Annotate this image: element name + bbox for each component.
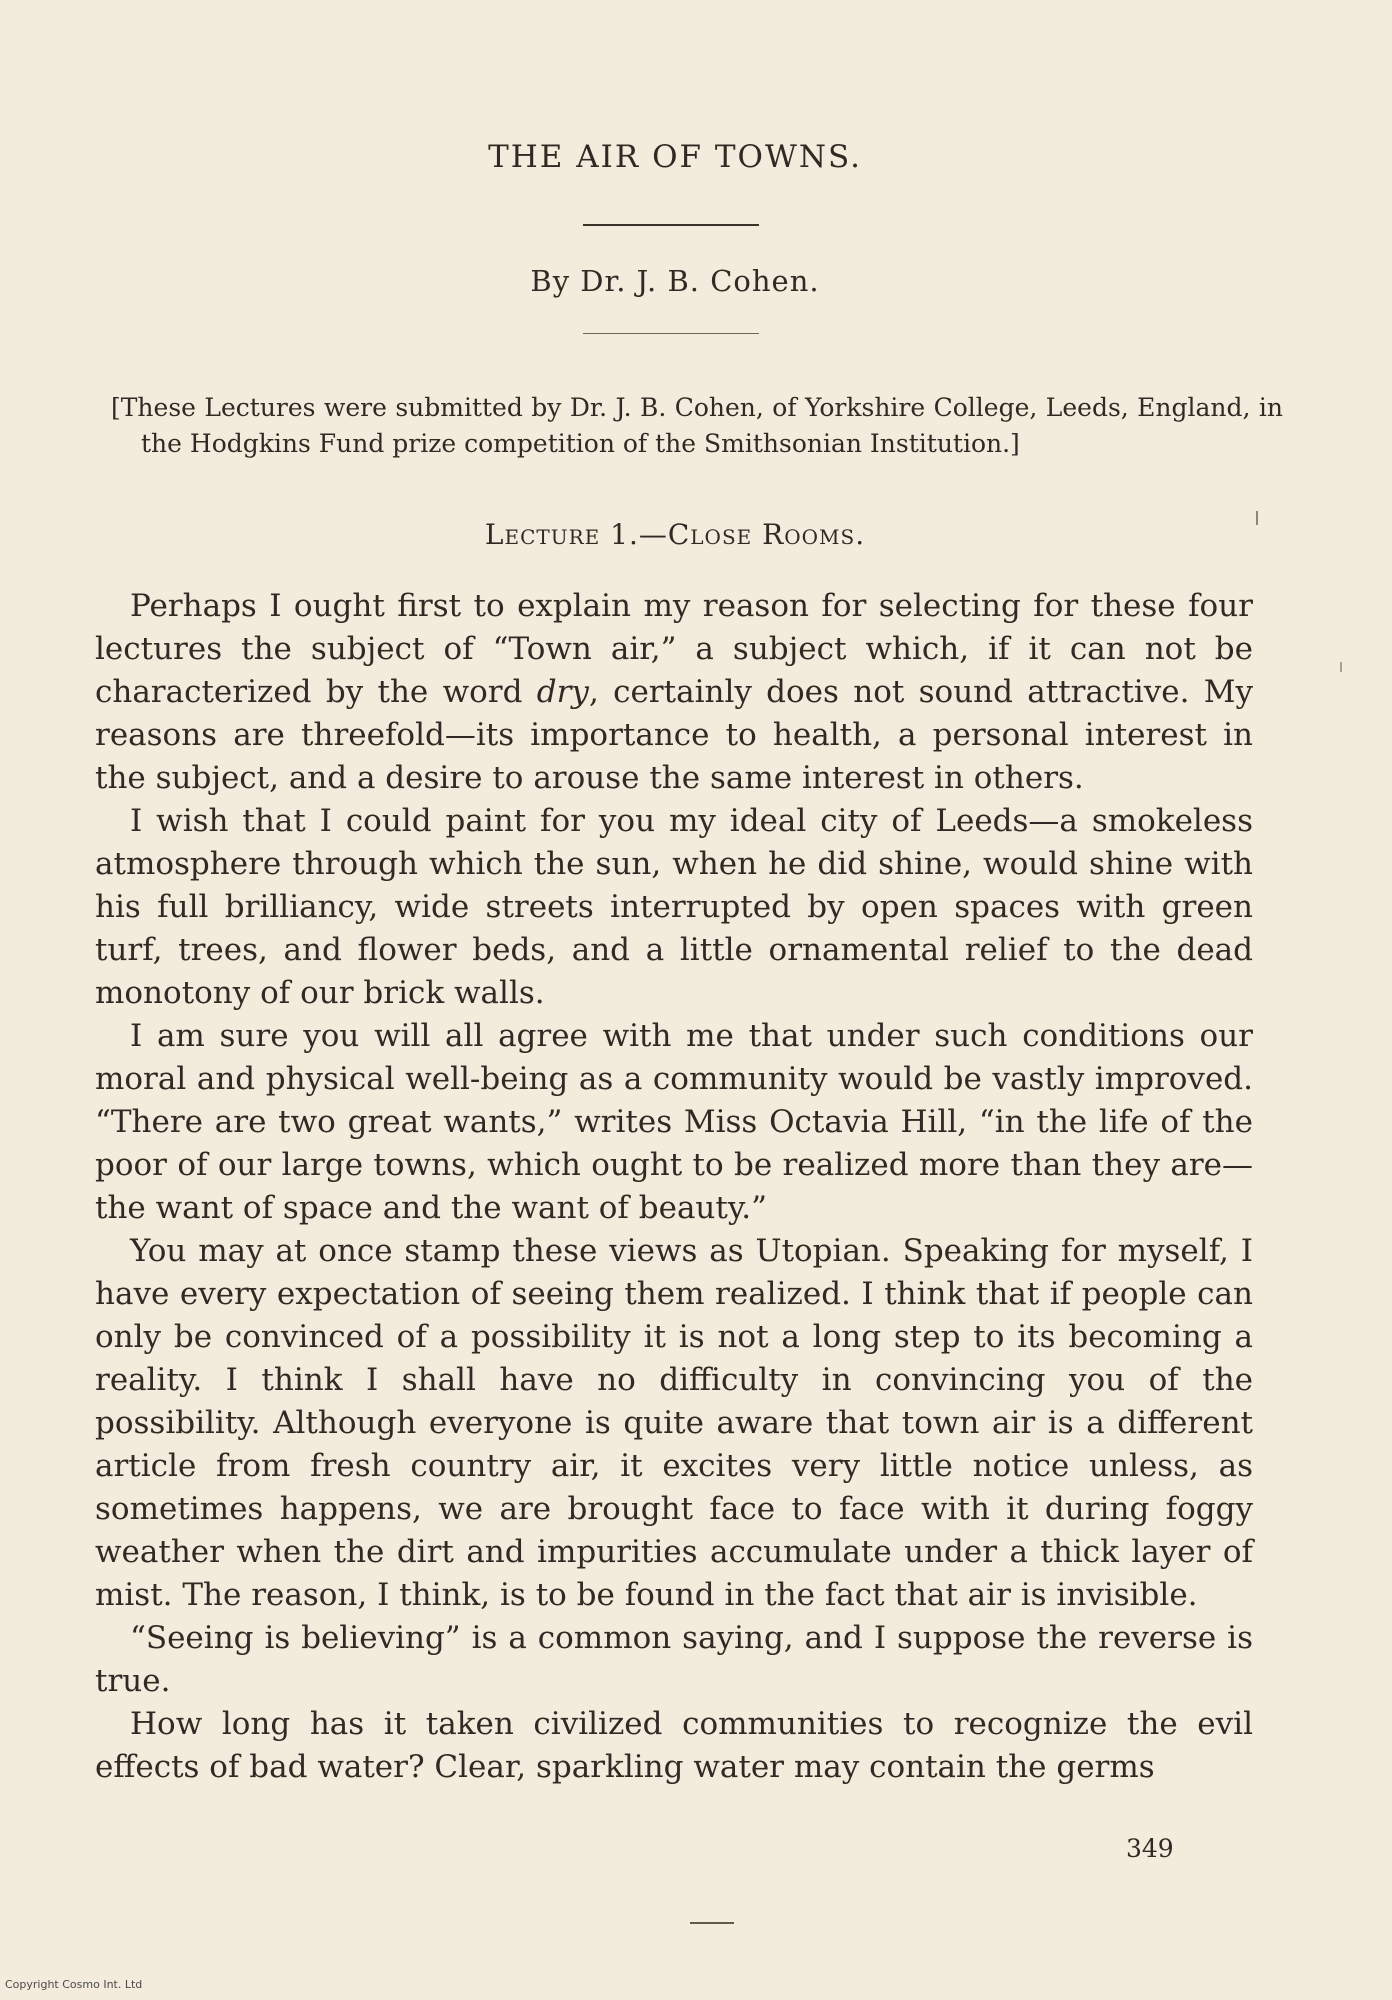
paragraph: “Seeing is believing” is a common saying, and I suppose the reverse is true. bbox=[95, 1620, 1253, 1699]
title-divider bbox=[583, 224, 759, 226]
article-title: THE AIR OF TOWNS. bbox=[488, 138, 862, 175]
body-text bbox=[95, 585, 1253, 1789]
italic-word: dry bbox=[536, 674, 589, 710]
lecture-heading: Lecture 1.—Close Rooms. bbox=[484, 518, 866, 551]
paragraph: You may at once stamp these views as Utopian. Speaking for myself, I have every expectation of seeing them realized. I think that if people can only be convinced of a possibility it is not a long step to its becoming a reality. I think I shall have no difficulty in convincing you of the possibility. Although everyone is quite aware that town air is a different article from fresh country air, it excites very little notice unless, as sometimes happens, we are brought face to face with it during foggy weather when the dirt and impurities accumulate under a thick layer of mist. The reason, I think, is to be found in the fact that air is invisible. bbox=[95, 1233, 1253, 1613]
paragraph: I wish that I could paint for you my ideal city of Leeds—a smokeless atmosphere through which the sun, when he did shine, would shine with his full brilliancy, wide streets interrupted by open spaces with green turf, trees, and flower beds, and a little ornamental relief to the dead monotony of our brick walls. bbox=[95, 803, 1253, 1011]
paragraph-text: Perhaps I ought first to explain my reason for selecting for these four lectures the subject of “Town air,” a subject which, if it can not be characterized by the word bbox=[95, 588, 1253, 710]
margin-mark bbox=[1256, 511, 1258, 525]
footer-dash bbox=[690, 1922, 734, 1924]
author-divider bbox=[583, 333, 759, 334]
paragraph bbox=[95, 585, 1253, 800]
editorial-note: [These Lectures were submitted by Dr. J. B. Cohen, of Yorkshire College, Leeds, England, in the Hodgkins Fund prize competition of the Smithsonian Institution.] bbox=[111, 393, 1283, 458]
paragraph-text: , certainly does not sound attractive. My reasons are threefold—its importance to health, a personal interest in the subject, and a desire to arouse the same interest in others. bbox=[95, 674, 1253, 796]
paragraph: How long has it taken civilized communities to recognize the evil effects of bad water? Clear, sparkling water may contain the germs bbox=[95, 1706, 1253, 1785]
margin-mark bbox=[1340, 662, 1342, 672]
author-line: By Dr. J. B. Cohen. bbox=[530, 264, 820, 298]
page-number: 349 bbox=[1126, 1834, 1174, 1863]
paragraph: I am sure you will all agree with me that under such conditions our moral and physical well-being as a community would be vastly improved. “There are two great wants,” writes Miss Octavia Hill, “in the life of the poor of our large towns, which ought to be realized more than they are—the want of space and the want of beauty.” bbox=[95, 1018, 1253, 1226]
copyright-notice: Copyright Cosmo Int. Ltd bbox=[5, 1978, 143, 1991]
